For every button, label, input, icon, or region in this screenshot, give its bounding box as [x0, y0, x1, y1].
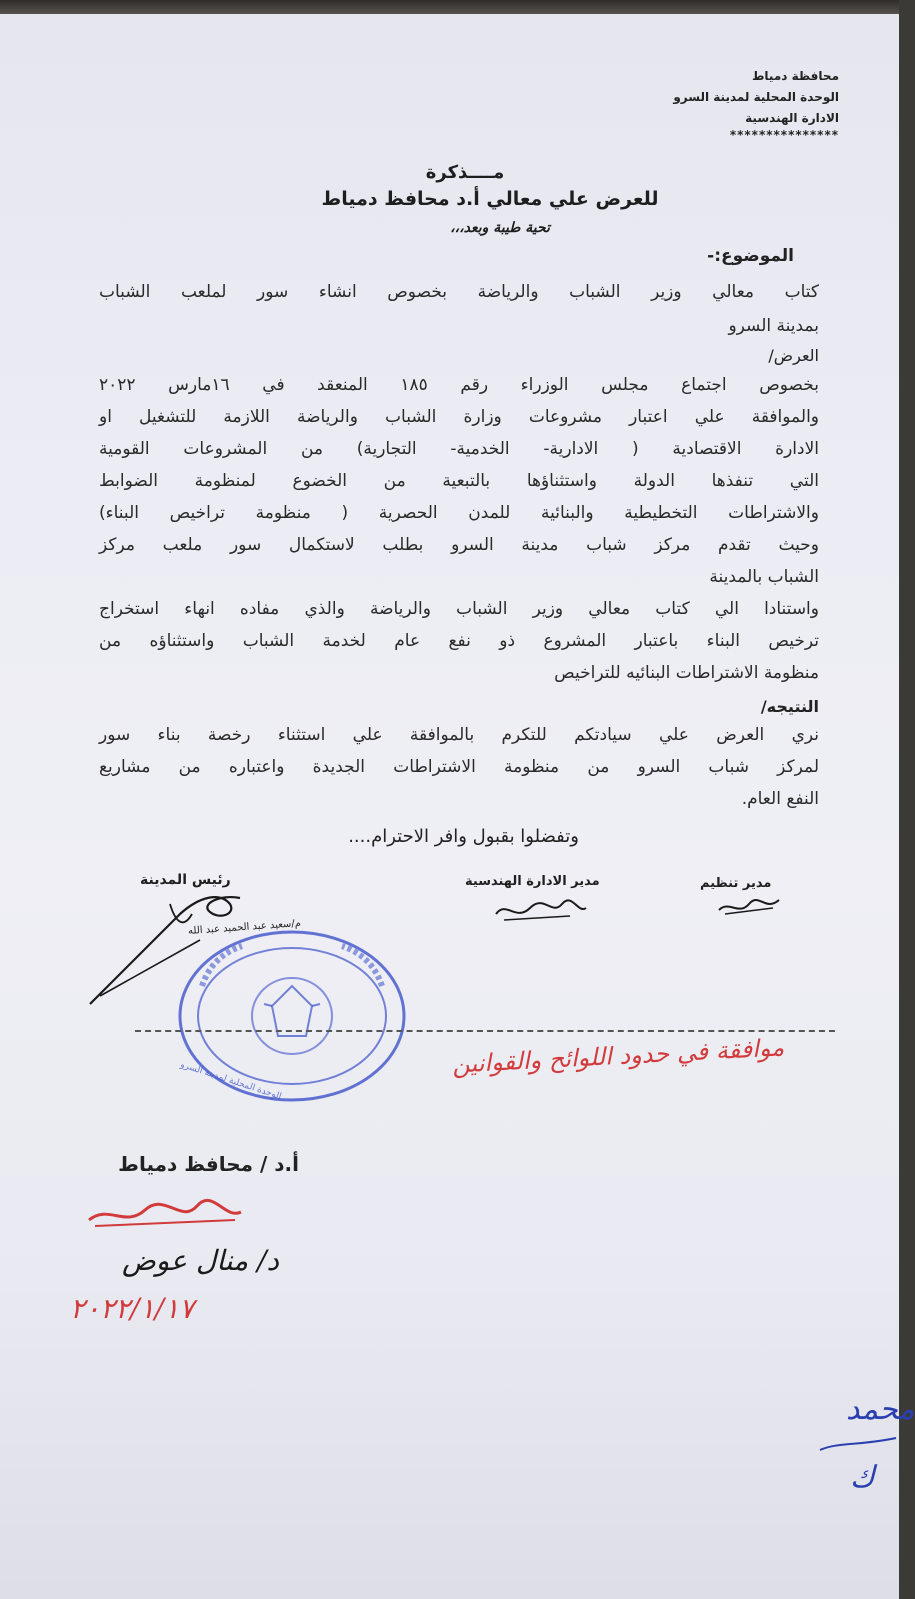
governor-date: ٢٠٢٢/١/١٧ — [70, 1292, 195, 1325]
subject-line: كتاب معالي وزير الشباب والرياضة بخصوص انشاء سور لملعب الشباب — [99, 282, 819, 302]
header-governorate: محافظة دمياط — [751, 69, 839, 83]
margin-pen-line — [818, 1432, 898, 1456]
engineering-signature — [490, 894, 590, 928]
result-line: النفع العام. — [741, 789, 819, 809]
header-local-unit: الوحدة المحلية لمدينة السرو — [673, 90, 839, 104]
subject-label: الموضوع:- — [707, 246, 794, 266]
dashed-separator — [135, 1030, 835, 1032]
result-line: نري العرض علي سيادتكم للتكرم بالموافقة علي استثناء رخصة بناء سور — [99, 725, 819, 745]
city-head-name: م/سعيد عبد الحميد عبد الله — [187, 918, 302, 937]
planning-signature — [715, 892, 785, 922]
header-stars: *************** — [729, 128, 839, 142]
sig-title-city-head: رئيس المدينة — [140, 872, 231, 888]
margin-note: محمد — [846, 1392, 915, 1427]
subject-line: بمدينة السرو — [728, 316, 819, 336]
header-department: الادارة الهندسية — [745, 111, 839, 125]
memo-title: مــــذكرة — [425, 162, 505, 183]
governor-red-signature — [85, 1194, 245, 1234]
presentation-line: والموافقة علي اعتبار مشروعات وزارة الشباب والرياضة اللازمة للتشغيل او — [99, 407, 819, 427]
sig-title-planning: مدير تنظيم — [700, 876, 772, 891]
sig-title-engineering: مدير الادارة الهندسية — [465, 874, 600, 889]
result-label: النتيجه/ — [760, 697, 819, 716]
governor-name: د/ منال عوض — [121, 1244, 279, 1277]
approval-note: موافقة في حدود اللوائح والقوانين — [451, 1033, 785, 1079]
presentation-line: بخصوص اجتماع مجلس الوزراء رقم ١٨٥ المنعقد في ١٦مارس ٢٠٢٢ — [99, 375, 819, 395]
result-line: لمركز شباب السرو من منظومة الاشتراطات الجديدة واعتباره من مشاريع — [99, 757, 819, 777]
margin-note: ك — [850, 1460, 875, 1495]
presentation-line: والاشتراطات التخطيطية والبنائية للمدن الحصرية ( منظومة تراخيص البناء) — [99, 503, 819, 523]
presentation-line: التي تنفذها الدولة واستثناؤها بالتبعية من الخضوع لمنظومة الضوابط — [99, 471, 819, 491]
presentation-label: العرض/ — [768, 346, 819, 365]
presentation-line: الادارة الاقتصادية ( الادارية- الخدمية- التجارية) من المشروعات القومية — [99, 439, 819, 459]
memo-document — [0, 14, 915, 1599]
presentation-line: واستنادا الي كتاب معالي وزير الشباب والرياضة والذي مفاده انهاء استخراج — [99, 599, 819, 619]
presentation-line: وحيث تقدم مركز شباب مدينة السرو بطلب لاستكمال سور ملعب مركز — [99, 535, 819, 555]
memo-recipient: للعرض علي معالي أ.د محافظ دمياط — [321, 188, 659, 210]
governor-title: أ.د / محافظ دمياط — [118, 1152, 299, 1176]
memo-greeting: تحية طيبة وبعد،،، — [450, 220, 550, 236]
closing-line: وتفضلوا بقبول وافر الاحترام.... — [348, 826, 579, 847]
presentation-line: ترخيص البناء باعتبار المشروع ذو نفع عام لخدمة الشباب واستثناؤه من — [99, 631, 819, 651]
presentation-line: منظومة الاشتراطات البنائيه للتراخيص — [554, 663, 819, 683]
presentation-line: الشباب بالمدينة — [709, 567, 819, 587]
stamp-text: الوحدة المحلية لمدينة السرو — [179, 1059, 283, 1103]
